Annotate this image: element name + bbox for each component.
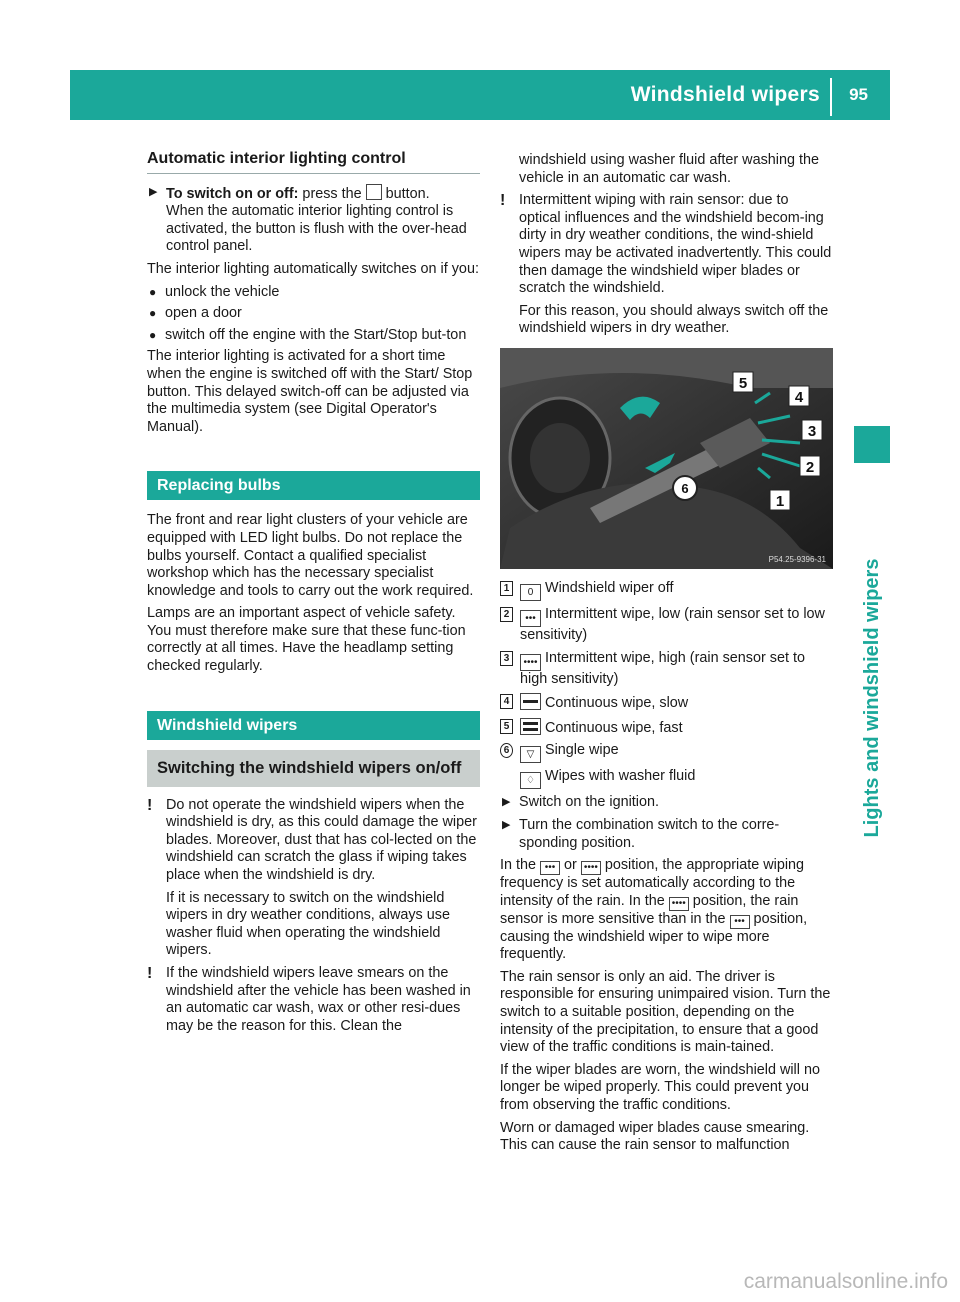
intermittent-high-icon: •••• [669, 897, 689, 911]
left-column [147, 150, 480, 1040]
callout-2: 2 [805, 458, 815, 476]
single-wipe-icon: ▽ [520, 746, 541, 763]
photo-illustration [500, 348, 833, 569]
callout-5: 5 [738, 374, 748, 392]
legend-text: Intermittent wipe, low (rain sensor set to low sensitivity) [520, 605, 825, 643]
paragraph-rain-sensor [500, 857, 833, 964]
para-text: position, the appropriate wiping frequency is set automatically according to the intensity of the rain. In the [500, 857, 805, 909]
intermittent-high-icon: •••• [581, 861, 601, 875]
side-tab-label: Lights and windshield wipers [861, 558, 883, 838]
intermittent-low-icon: ••• [520, 610, 541, 627]
paragraph: If the wiper blades are worn, the windshield will no longer be wiped properly. This could prevent you from observing the traffic conditions. [500, 1061, 820, 1114]
legend-number: 4 [500, 694, 513, 709]
para-text: or [560, 857, 581, 874]
legend-item-5 [500, 718, 833, 738]
intermittent-low-icon: ••• [540, 861, 560, 875]
paragraph: The interior lighting automatically switches on if you: [147, 260, 479, 277]
bullet-icon: ● [149, 306, 157, 321]
legend-text: Intermittent wipe, high (rain sensor set to high sensitivity) [520, 649, 805, 687]
legend-number: 1 [500, 581, 513, 596]
right-column [500, 152, 833, 1160]
warning-text: If the windshield wipers leave smears on the windshield after the vehicle has been washed in an automatic car wash, wax or other resi-dues may be the reason for this. Clean the [166, 965, 471, 1034]
legend-text: Single wipe [545, 742, 619, 759]
side-tab-marker [854, 426, 890, 463]
legend-number: 6 [500, 743, 513, 758]
bullet-icon: ● [149, 284, 157, 299]
warning-text: Do not operate the windshield wipers when the windshield is dry, as this could damage the wiper blades. Moreover, dust that has col-lected on the windshield can scratch the glass if wiping takes place when the windshield is dry. [166, 796, 477, 884]
bullet-icon: ● [149, 327, 157, 342]
arrow-icon: ▶ [149, 185, 158, 198]
subsection-band-switching: Switching the windshield wipers on/off [147, 750, 480, 787]
list-item [147, 284, 480, 302]
washer-fluid-icon: ♢ [520, 772, 541, 789]
intermittent-high-icon: •••• [520, 654, 541, 671]
legend-item-2 [500, 606, 833, 645]
legend-number: 2 [500, 607, 513, 622]
warning-note [500, 192, 833, 338]
continuous-fast-icon [520, 718, 541, 735]
step-text: Switch on the ignition. [519, 794, 659, 811]
warning-icon: ! [147, 965, 153, 982]
step-text: Turn the combination switch to the corre-sponding position. [519, 816, 780, 851]
step-continuation: When the automatic interior lighting control is activated, the button is flush with the over-head control panel. [166, 203, 467, 255]
callout-6: 6 [681, 480, 689, 496]
watermark: carmanualsonline.info [743, 1270, 948, 1293]
callout-1: 1 [775, 492, 785, 510]
legend-item-1 [500, 580, 833, 601]
legend-number: 3 [500, 651, 513, 666]
list-item [147, 327, 480, 345]
paragraph: Lamps are an important aspect of vehicle safety. You must therefore make sure that these func-tion correctly at all times. Have the headlamp setting checked regularly. [147, 605, 466, 675]
page-header [70, 70, 890, 120]
callout-4: 4 [794, 388, 804, 406]
header-separator [830, 78, 832, 116]
para-text: In the [500, 857, 541, 874]
photo-code: P54.25-9396-31 [768, 554, 826, 564]
legend-text: Wipes with washer fluid [545, 768, 696, 785]
paragraph: The interior lighting is activated for a short time when the engine is switched off with the Start/ Stop button. This delayed switch-off can be adjusted via the multimedia system (see Digital Operator's Manual). [147, 348, 473, 435]
section-band-windshield-wipers: Windshield wipers [147, 711, 480, 740]
para-text: position, causing the windshield wiper to wipe more frequently. [500, 910, 808, 963]
list-item-text: unlock the vehicle [165, 283, 280, 300]
legend-item-washer [500, 768, 833, 789]
paragraph: The rain sensor is only an aid. The driver is responsible for ensuring unimpaired vision. Turn the switch to a suitable position, depending on the intensity of the precipitation, to ensure that a good view of the traffic conditions is main-tained. [500, 968, 831, 1056]
list-item-text: switch off the engine with the Start/Stop but-ton [165, 326, 467, 343]
list-item-text: open a door [165, 305, 242, 322]
legend-text: Continuous wipe, fast [545, 719, 683, 736]
side-tab [854, 123, 890, 1229]
warning-icon: ! [500, 192, 506, 210]
page-number: 95 [849, 85, 868, 104]
warning-text-cont: If it is necessary to switch on the windshield wipers in dry weather conditions, always use washer fluid when operating the windshield wipers. [166, 889, 450, 959]
step-item [500, 794, 833, 812]
warning-text: Intermittent wiping with rain sensor: due to optical influences and the windshield becom-ing dirty in dry weather conditions, the wind-shield wipers may be activated inadvertently. This could then damage the windshield wiper blades or scratch the windshield. [519, 192, 832, 297]
legend-item-6 [500, 742, 833, 763]
arrow-icon: ▶ [502, 796, 511, 809]
legend-item-3 [500, 650, 833, 689]
legend-text: Windshield wiper off [545, 579, 674, 596]
combination-switch-photo [500, 348, 833, 569]
header-title: Windshield wipers [630, 83, 820, 106]
step-item [500, 817, 833, 852]
section-band-replacing-bulbs: Replacing bulbs [147, 471, 480, 500]
warning-text-cont: For this reason, you should always switch off the windshield wipers in dry weather. [519, 302, 829, 337]
legend-item-4 [500, 693, 833, 713]
interior-light-button-icon [366, 184, 382, 200]
list-item [147, 305, 480, 323]
paragraph: Worn or damaged wiper blades cause smearing. This can cause the rain sensor to malfunction [500, 1119, 810, 1154]
legend-text: Continuous wipe, slow [545, 695, 689, 712]
step-text-end: button. [381, 185, 430, 202]
continuous-slow-icon [520, 693, 541, 710]
step-text: press the [298, 185, 366, 202]
arrow-icon: ▶ [502, 818, 511, 831]
step-label: To switch on or off: [166, 185, 299, 202]
para-text: position, the rain sensor is more sensitive than in the [500, 892, 799, 927]
paragraph: The front and rear light clusters of your vehicle are equipped with LED light bulbs. Do not replace the bulbs yourself. Contact a qualified specialist workshop which has the necessary specialist knowledge and tools to carry out the work required. [147, 512, 474, 599]
continued-text: windshield using washer fluid after washing the vehicle in an automatic car wash. [519, 152, 819, 186]
warning-note [147, 797, 480, 960]
legend-number: 5 [500, 719, 513, 734]
warning-icon: ! [147, 796, 153, 814]
step-switch-on-off [147, 184, 480, 256]
wiper-off-icon: 0 [520, 584, 541, 601]
callout-3: 3 [807, 422, 817, 440]
warning-note [147, 965, 480, 1035]
section-title-interior-lighting: Automatic interior lighting control [147, 150, 480, 174]
intermittent-low-icon: ••• [730, 915, 750, 929]
